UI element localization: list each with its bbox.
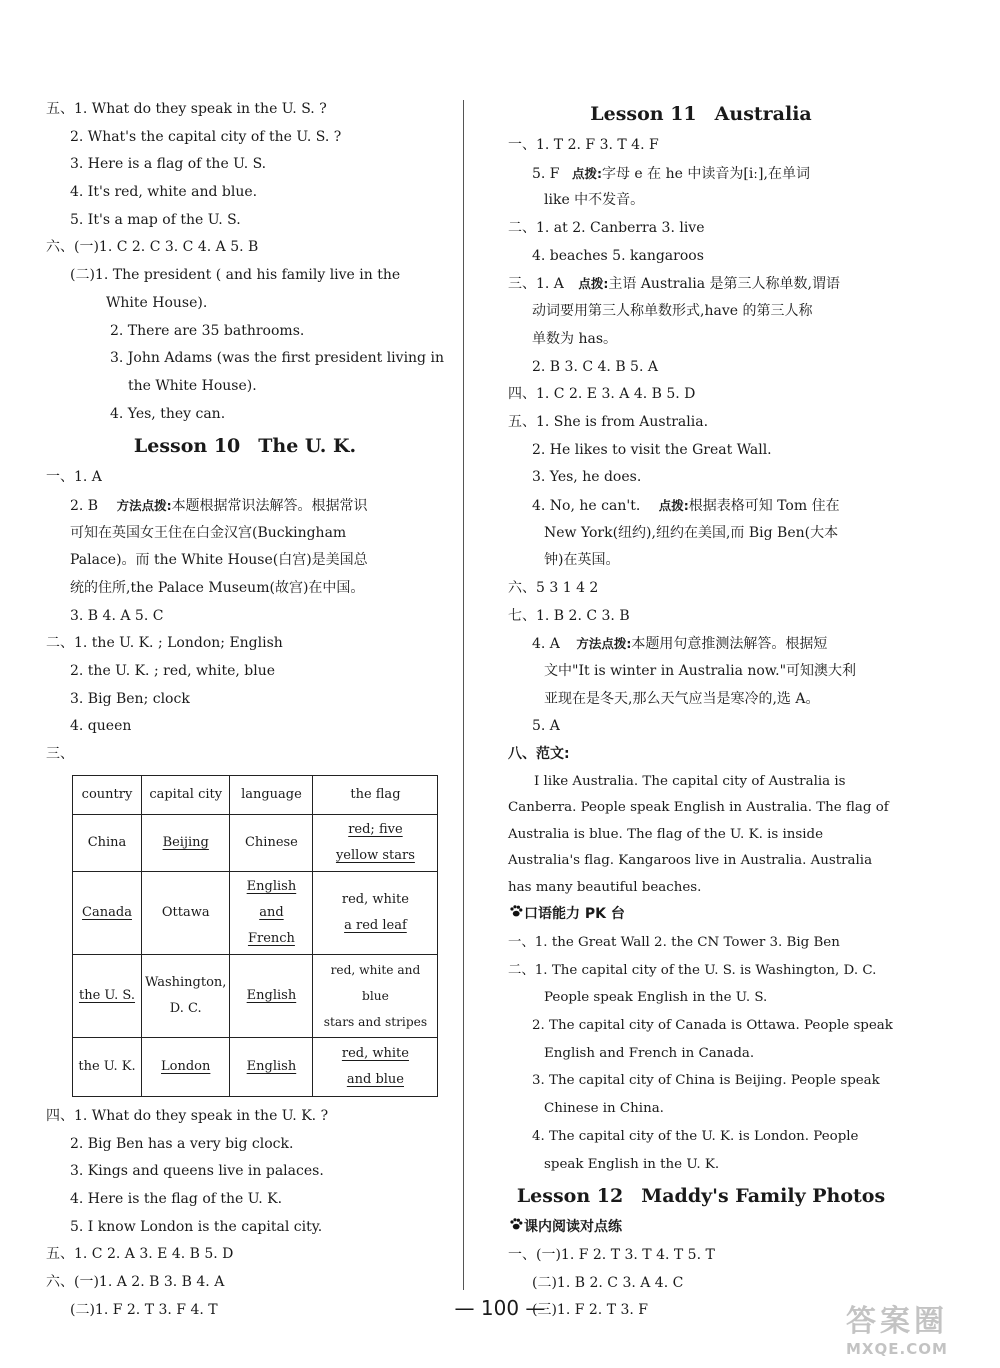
paw-icon <box>508 1214 524 1242</box>
answer-line: 五、1. C 2. A 3. E 4. B 5. D <box>46 1246 234 1263</box>
answer-line: 可知在英国女王住在白金汉宫(Buckingham <box>70 524 347 541</box>
cell-text: stars and stripes <box>323 1014 428 1029</box>
site-watermark <box>846 1296 986 1358</box>
answer-line: 一、(一)1. F 2. T 3. T 4. T 5. T <box>508 1246 715 1263</box>
lesson-number: Lesson 10 <box>133 435 241 458</box>
table-header-cell: language <box>230 775 313 814</box>
answer-line: 一、1. T 2. F 3. T 4. F <box>508 137 659 153</box>
answer-line <box>46 492 444 520</box>
answer-line: 六、(一)1. C 2. C 3. C 4. A 5. B <box>46 239 259 256</box>
underlined-answer: English and <box>246 878 297 920</box>
answer-line: 3. Yes, he does. <box>532 469 642 486</box>
explanation-text: 字母 e 在 he 中读音为[iː],在单词 <box>601 165 810 182</box>
answer-number: 2. B <box>70 497 99 514</box>
answer-number: 4. No, he can't. <box>532 497 641 514</box>
essay-line: has many beautiful beaches. <box>508 879 702 895</box>
table-cell: Ottawa <box>142 871 230 954</box>
answer-line: 4. Here is the flag of the U. K. <box>70 1190 283 1207</box>
answer-line: the White House). <box>128 377 257 394</box>
table-row <box>73 1037 438 1096</box>
underlined-answer: a red leaf <box>344 917 407 933</box>
answer-line: 钟)在英国。 <box>544 552 620 569</box>
essay-line: Australia's flag. Kangaroos live in Australia. Australia <box>508 853 873 869</box>
answer-line: 五、1. What do they speak in the U. S. ? <box>46 101 327 117</box>
lesson-10-heading <box>46 428 444 464</box>
cell-text: red, white and blue <box>330 962 421 1003</box>
answer-line: 2. What's the capital city of the U. S. ? <box>70 128 342 145</box>
method-tip-label: 方法点拨: <box>576 636 632 652</box>
answer-number: 4. A <box>532 636 560 653</box>
left-column <box>46 96 444 1324</box>
answer-line: 5. I know London is the capital city. <box>70 1218 323 1235</box>
cell-text: red, white <box>341 891 409 907</box>
table-cell: Chinese <box>230 814 313 871</box>
answer-line: 4. The capital city of the U. K. is London. People <box>532 1128 859 1144</box>
answer-line: Chinese in China. <box>544 1101 664 1117</box>
cell-text: Washington, <box>145 974 227 990</box>
answer-line: 一、1. A <box>46 469 102 486</box>
paw-icon <box>508 901 524 929</box>
answer-line: 二、1. at 2. Canberra 3. live <box>508 220 705 237</box>
watermark-url: MXQE.COM <box>846 1340 948 1358</box>
underlined-answer: the U. S. <box>78 987 136 1003</box>
underlined-answer: London <box>161 1058 211 1074</box>
table-cell <box>230 871 313 954</box>
speaking-pk-heading <box>508 901 894 929</box>
answer-line: 五、1. She is from Australia. <box>508 413 709 430</box>
essay-line: I like Australia. The capital city of Australia is <box>534 773 846 789</box>
explanation-text: 根据表格可知 Tom 住在 <box>688 497 840 514</box>
underlined-answer: Beijing <box>162 834 209 850</box>
essay-line: Australia is blue. The flag of the U. K. is inside <box>508 826 824 842</box>
section-title: 课内阅读对点练 <box>524 1219 622 1236</box>
answer-line: 四、1. What do they speak in the U. K. ? <box>46 1107 329 1124</box>
sample-essay-heading: 八、范文: <box>508 746 570 763</box>
tip-label: 点拨: <box>571 165 602 181</box>
table-cell <box>313 871 438 954</box>
answer-number: 三、1. A <box>508 276 564 293</box>
answer-line: 六、5 3 1 4 2 <box>508 580 599 596</box>
lesson-title: Maddy's Family Photos <box>641 1185 886 1208</box>
answer-line: 3. Here is a flag of the U. S. <box>70 156 267 173</box>
cell-text: D. C. <box>169 1000 202 1016</box>
explanation-text: 主语 Australia 是第三人称单数,谓语 <box>608 276 841 293</box>
underlined-answer: Canada <box>82 904 132 920</box>
answer-line: Palace)。而 the White House(白宫)是美国总 <box>70 552 368 569</box>
underlined-answer: French <box>247 930 295 946</box>
answer-line: 3. John Adams (was the first president living in <box>110 350 444 367</box>
answer-line: 5. A <box>532 718 560 735</box>
table-header-cell: capital city <box>142 775 230 814</box>
table-cell <box>142 954 230 1037</box>
answer-line: 4. Yes, they can. <box>110 405 226 422</box>
answer-line: 二、1. the U. K. ; London; English <box>46 635 283 652</box>
explanation-text: 本题根据常识法解答。根据常识 <box>171 497 368 514</box>
page-number: — 100 — <box>454 1296 546 1320</box>
answer-line: White House). <box>106 294 208 311</box>
answer-line: 2. B 3. C 4. B 5. A <box>532 358 658 375</box>
underlined-answer: red, white <box>341 1045 409 1061</box>
underlined-answer: English <box>246 1058 297 1074</box>
watermark-logo-text: 答案圈 <box>846 1304 948 1339</box>
lesson-number: Lesson 11 <box>590 103 697 125</box>
table-cell: China <box>73 814 142 871</box>
table-cell <box>313 814 438 871</box>
underlined-answer: yellow stars <box>335 847 415 863</box>
method-tip-label: 方法点拨: <box>116 497 172 513</box>
table-cell <box>230 1037 313 1096</box>
answer-line <box>508 492 894 520</box>
lesson-number: Lesson 12 <box>516 1185 624 1208</box>
underlined-answer: red; five <box>348 821 403 837</box>
answer-line: 动词要用第三人称单数形式,have 的第三人称 <box>532 303 813 320</box>
column-divider <box>463 100 464 1290</box>
answer-line: 文中"It is winter in Australia now."可知澳大利 <box>544 663 857 680</box>
essay-line: Canberra. People speak English in Australia. The flag of <box>508 800 889 816</box>
table-header-cell: country <box>73 775 142 814</box>
answer-line: New York(纽约),纽约在美国,而 Big Ben(大本 <box>544 524 839 541</box>
answer-line: 3. The capital city of China is Beijing. People speak <box>532 1073 880 1089</box>
answer-line: 4. It's red, white and blue. <box>70 184 258 201</box>
table-row <box>73 954 438 1037</box>
underlined-answer: English <box>246 987 297 1003</box>
right-column <box>508 96 894 1325</box>
answer-line: 七、1. B 2. C 3. B <box>508 607 630 624</box>
tip-label: 点拨: <box>658 497 689 513</box>
table-cell <box>230 954 313 1037</box>
tip-label: 点拨: <box>578 276 609 292</box>
answer-line <box>508 270 894 298</box>
answer-line: 2. He likes to visit the Great Wall. <box>532 441 772 458</box>
answer-line: 3. Big Ben; clock <box>70 690 190 707</box>
table-cell <box>73 871 142 954</box>
answer-line: 3. B 4. A 5. C <box>70 607 164 624</box>
answer-line: 单数为 has。 <box>532 330 617 347</box>
answer-line <box>508 630 894 658</box>
reading-practice-heading <box>508 1214 894 1242</box>
answer-line: (二)1. The president ( and his family live in the <box>70 267 401 284</box>
country-info-table <box>72 775 438 1097</box>
lesson-title: Australia <box>714 103 812 125</box>
explanation-text: 本题用句意推测法解答。根据短 <box>631 636 828 653</box>
answer-line: 六、(一)1. A 2. B 3. B 4. A <box>46 1273 225 1290</box>
lesson-12-heading <box>508 1178 894 1214</box>
answer-line: 四、1. C 2. E 3. A 4. B 5. D <box>508 386 696 403</box>
answer-line: 二、1. The capital city of the U. S. is Washington, D. C. <box>508 962 877 978</box>
answer-line: 统的住所,the Palace Museum(故宫)在中国。 <box>70 580 365 596</box>
answer-line: People speak English in the U. S. <box>544 990 768 1006</box>
answer-line: 三、 <box>46 746 74 763</box>
answer-line: (二)1. F 2. T 3. F 4. T <box>70 1301 218 1318</box>
table-row <box>73 814 438 871</box>
answer-line: 4. beaches 5. kangaroos <box>532 247 704 264</box>
answer-line: 2. The capital city of Canada is Ottawa. People speak <box>532 1018 893 1034</box>
answer-line <box>508 160 894 188</box>
underlined-answer: and blue <box>346 1071 404 1087</box>
answer-line: 2. Big Ben has a very big clock. <box>70 1135 294 1152</box>
table-header-row <box>73 775 438 814</box>
answer-line: 2. There are 35 bathrooms. <box>110 322 305 339</box>
answer-line: 4. queen <box>70 718 132 735</box>
answer-line: (三)1. F 2. T 3. F <box>532 1302 649 1319</box>
table-cell <box>142 814 230 871</box>
table-cell <box>313 954 438 1037</box>
table-cell <box>73 954 142 1037</box>
answer-line: (二)1. B 2. C 3. A 4. C <box>532 1274 684 1291</box>
lesson-title: The U. K. <box>258 435 357 458</box>
table-row <box>73 871 438 954</box>
table-header-cell: the flag <box>313 775 438 814</box>
answer-number: 5. F <box>532 165 560 182</box>
answer-line: like 中不发音。 <box>544 192 645 209</box>
table-cell <box>313 1037 438 1096</box>
answer-line: 3. Kings and queens live in palaces. <box>70 1163 324 1180</box>
answer-line: 5. It's a map of the U. S. <box>70 211 241 228</box>
table-cell: the U. K. <box>73 1037 142 1096</box>
answer-line: speak English in the U. K. <box>544 1156 720 1172</box>
lesson-11-heading <box>508 96 894 132</box>
answer-line: 一、1. the Great Wall 2. the CN Tower 3. Big Ben <box>508 935 840 950</box>
table-cell <box>142 1037 230 1096</box>
answer-line: 2. the U. K. ; red, white, blue <box>70 663 275 680</box>
answer-line: English and French in Canada. <box>544 1045 755 1061</box>
answer-line: 亚现在是冬天,那么天气应当是寒冷的,选 A。 <box>544 690 820 707</box>
section-title: 口语能力 PK 台 <box>524 906 625 923</box>
